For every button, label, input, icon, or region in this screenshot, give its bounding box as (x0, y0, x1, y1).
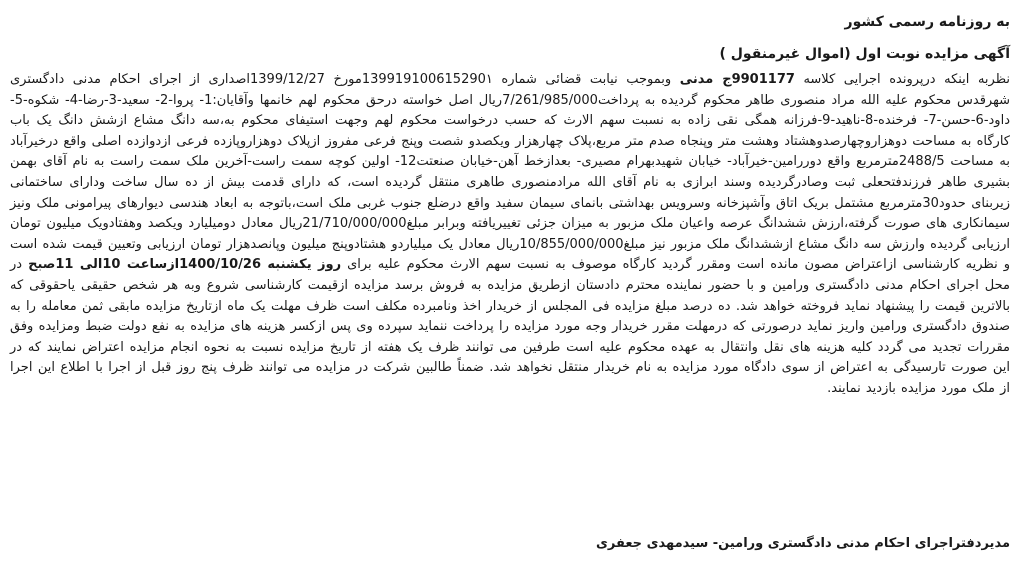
notice-title: آگهی مزایده نوبت اول (اموال غیرمنقول ) (719, 46, 1010, 62)
signature: مدیردفتراجرای احکام مدنی دادگستری ورامین- سیدمهدی جعفری (595, 536, 1010, 551)
publication-header: به روزنامه رسمی کشور (844, 14, 1010, 30)
body-part-1: نظربه اینکه درپرونده اجرایی کلاسه (794, 72, 1010, 87)
case-class: 9901177ج مدنی (679, 72, 795, 87)
notice-body (10, 70, 1010, 400)
auction-time: روز یکشنبه 1400/10/26ازساعت 10الی 11صبح (28, 257, 342, 273)
body-part-3: در محل اجرای احکام مدنی دادگستری ورامین و با حضور نماینده محترم دادستان ازطریق مزایده به فروش برسد مزایده ازقیمت کارشناسی شروع وبه هر شخص حقیقی یاحقوقی که بالاترین قیمت را پیشنهاد نماید فروخته خواهد شد. ده درصد مبلغ مزایده فی المجلس از خریدار اخذ ونامبرده مکلف است ظرف مهلت یک ماه ازتاریخ مزایده مابقی ثمن معامله را به صندوق دادگستری ورامین واریز نماید درصورتی که درمهلت مقرر خریدار وجه مورد مزایده را پرداخت ننماید سپرده وی پس ازکسر هزینه های مزایده به نفع دولت ضبط ومزایده وفق مقررات تجدید می گردد کلیه هزینه های نقل وانتقال به عهده محکوم علیه است طرفین می توانند ظرف یک هفته از تاریخ مزایده نسبت به نحوه انجام مزایده اعتراض نمایند که در این صورت تارسیدگی به اعتراض از سوی دادگاه مورد مزایده به نام خریدار منتقل نخواهد شد. ضمناً طالبین شرکت در مزایده می توانند ظرف پنج روز قبل از اجرا با اطلاع این اجرا از ملک مورد مزایده بازدید نمایند. (10, 257, 1010, 396)
body-part-2: وبموجب نیابت قضائی شماره 139919100615290۱مورخ 1399/12/27اصداری از اجرای احکام مدنی دادگستری شهرقدس محکوم علیه الله مراد منصوری طاهر محکوم گردیده به پرداخت7/261/985/000ریال اصل خواسته درحق محکوم لهم خانمها وآقایان:1- پروا-2- سعید-3-رضا-4- شکوه-5- داود-6-حسن-7- فرخنده-8-ناهید-9-فرزانه همگی نقی زاده به نسبت سهم الارث که حسب درخواست محکوم لهم وجهت استیفای محکوم به،سه دانگ مشاع ازشش دانگ یک باب کارگاه به مساحت دوهزاروچهارصدوهشتاد وهشت متر وپنجاه صدم متر مربع،پلاک چهارهزار ویکصدو شصت وپنج فرعی مفروز ازپلاک دوهزاروپازده فرعی ازدوازده اصلی واقع درخیرآباد به مساحت 2488/5مترمربع واقع دوررامین-خیرآباد- خیابان شهیدبهرام مصیری- بعدازخط آهن-خیابان صنعتت12- اولین کوچه سمت راست-آخرین ملک سمت راست به نام آقای بهمن بشیری طاهر فرزندفتحعلی ثبت وصادرگردیده وسند ابرازی به نام آقای الله مرادمنصوری طاهری منتقل گردیده است، که دارای قدمت بیش از ده سال ساخت ودارای ساختمانی زیربنای حدود30مترمربع مشتمل بریک اتاق وآشپزخانه وسرویس بهداشتی بانمای سیمان سفید واقع درضلع جنوب غربی ملک است،باتوجه به ابعاد هندسی دیوارهای پیرامونی ملک ونیز سیمانکاری های صورت گرفته،ارزش ششدانگ عرصه واعیان ملک مزبور به میزان جزئی تغییریافته وبرابر مبلغ21/710/000/000ریال معادل دومیلیارد ویکصد وهفتادویک میلیون تومان ارزیابی گردیده وارزش سه دانگ مشاع ازششدانگ ملک مزبور نیز مبلغ10/855/000/000ریال معادل یک میلیاردو هشتادوپنج میلیون وپانصدهزار تومان ارزیابی وتعیین قیمت شده است و نظریه کارشناسی ازاعتراض مصون مانده است ومقرر گردید کارگاه موصوف به نسبت سهم الارث محکوم علیه برای (10, 72, 1011, 273)
